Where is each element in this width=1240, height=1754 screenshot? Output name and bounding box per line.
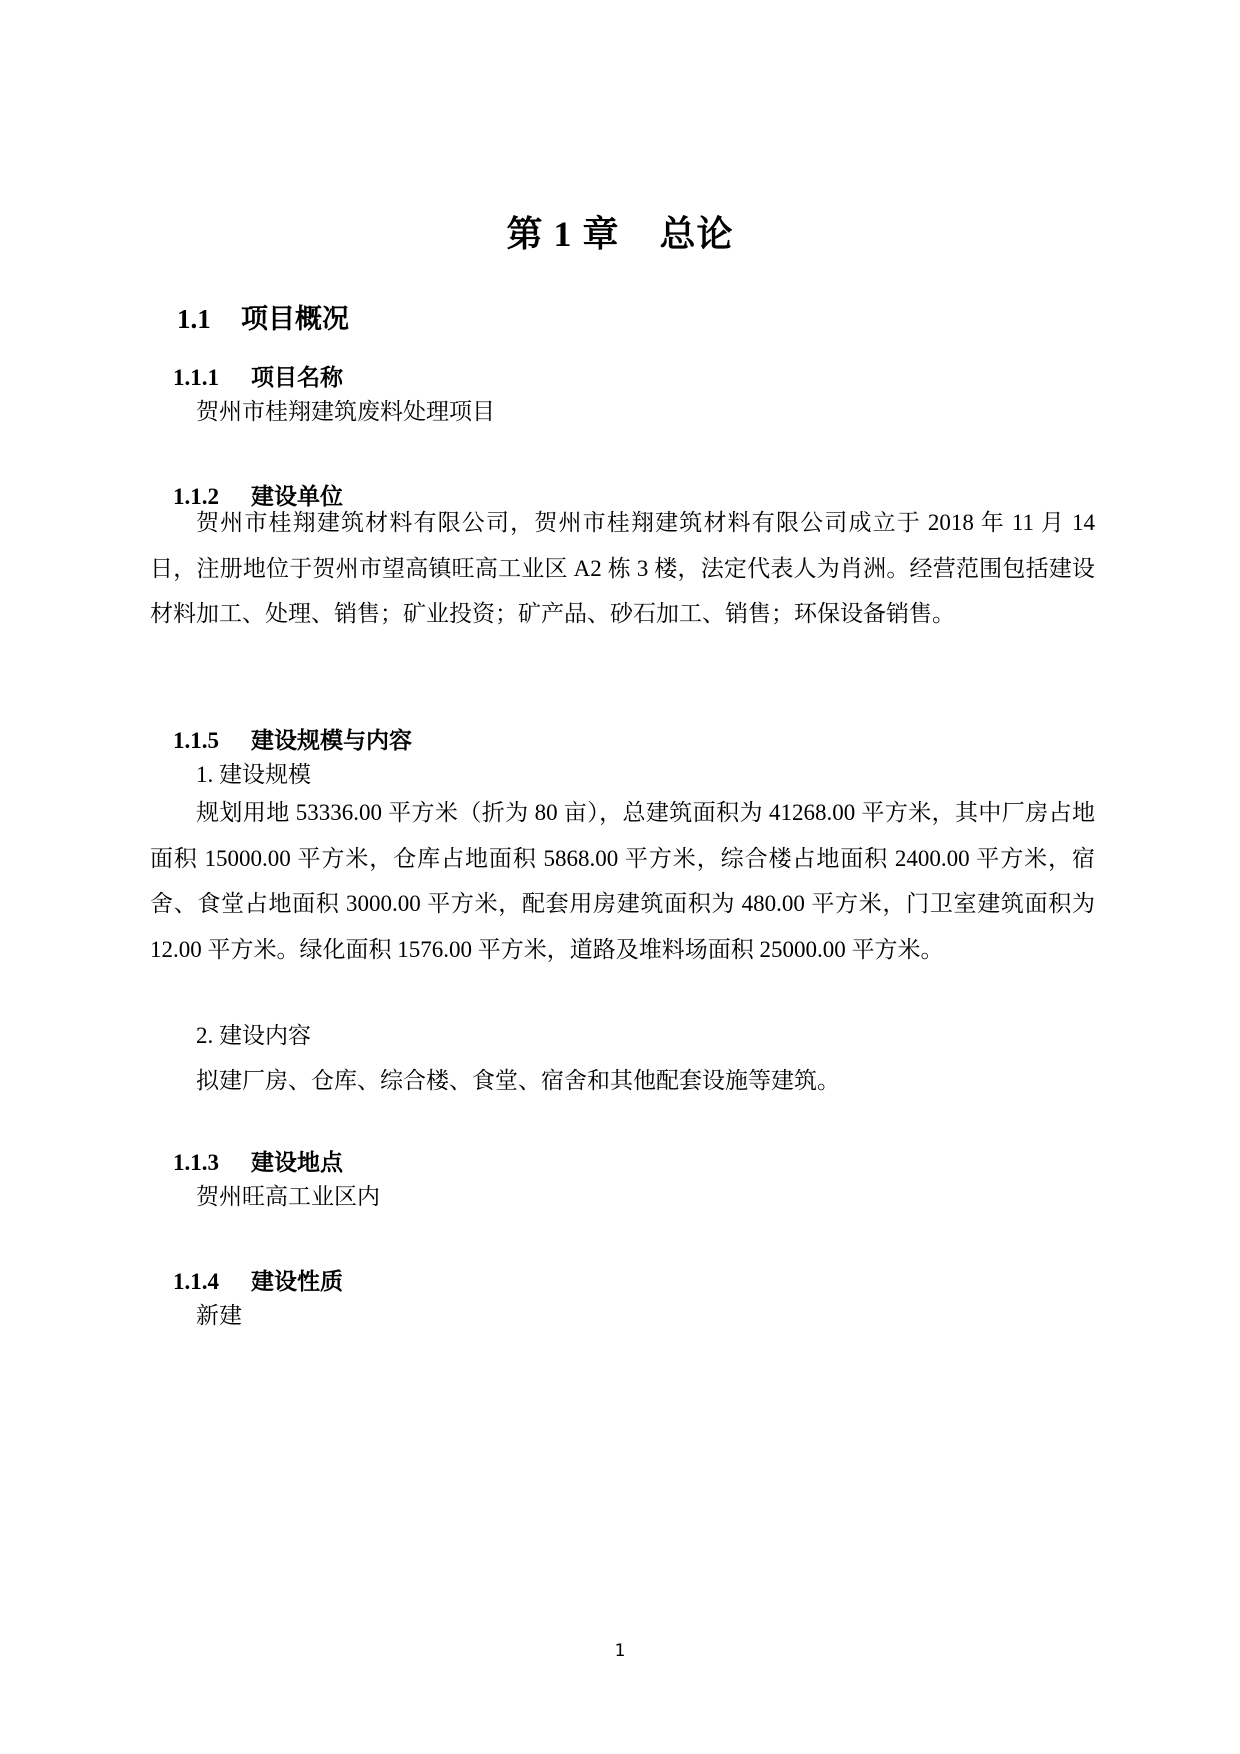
chapter-title: 第 1 章 总论 — [506, 214, 734, 254]
section-number: 1.1.4 — [173, 1269, 219, 1294]
construction-scale-paragraph: 规划用地 53336.00 平方米（折为 80 亩），总建筑面积为 41268.00 平方米，其中厂房占地面积 15000.00 平方米，仓库占地面积 5868.00 平方米，综合楼占地面积 2400.00 平方米，宿舍、食堂占地面积 3000.00 平方米，配套用房建筑面积为 480.00 平方米，门卫室建筑面积为 12.00 平方米。绿化面积 1576.00 平方米，道路及堆料场面积 25000.00 平方米。 — [150, 800, 1096, 962]
construction-nature-text: 新建 — [196, 1303, 242, 1328]
construction-content-text: 拟建厂房、仓库、综合楼、食堂、宿舍和其他配套设施等建筑。 — [196, 1068, 840, 1093]
section-title: 建设单位 — [251, 484, 343, 509]
list-item-label-scale: 1. 建设规模 — [196, 762, 311, 787]
section-title: 建设规模与内容 — [251, 728, 412, 753]
page-number: 1 — [614, 1641, 626, 1661]
section-number: 1.1.3 — [173, 1150, 219, 1175]
section-number: 1.1.5 — [173, 728, 219, 753]
section-heading-1-1-4 — [150, 1237, 343, 1322]
section-number: 1.1.2 — [173, 484, 219, 509]
section-number: 1.1.1 — [173, 365, 219, 390]
section-title: 项目概况 — [241, 304, 349, 334]
section-number: 1.1 — [177, 304, 211, 334]
list-item-label-content: 2. 建设内容 — [196, 1023, 311, 1048]
section-title: 建设性质 — [251, 1269, 343, 1294]
construction-unit-paragraph: 贺州市桂翔建筑材料有限公司，贺州市桂翔建筑材料有限公司成立于 2018 年 11 月 14 日，注册地位于贺州市望高镇旺高工业区 A2 栋 3 楼，法定代表人为肖洲。经营范围包括建设材料加工、处理、销售；矿业投资；矿产品、砂石加工、销售；环保设备销售。 — [150, 510, 1095, 626]
construction-location-text: 贺州旺高工业区内 — [196, 1184, 380, 1209]
section-title: 建设地点 — [251, 1150, 343, 1175]
section-title: 项目名称 — [251, 365, 343, 390]
project-name-text: 贺州市桂翔建筑废料处理项目 — [196, 399, 495, 424]
